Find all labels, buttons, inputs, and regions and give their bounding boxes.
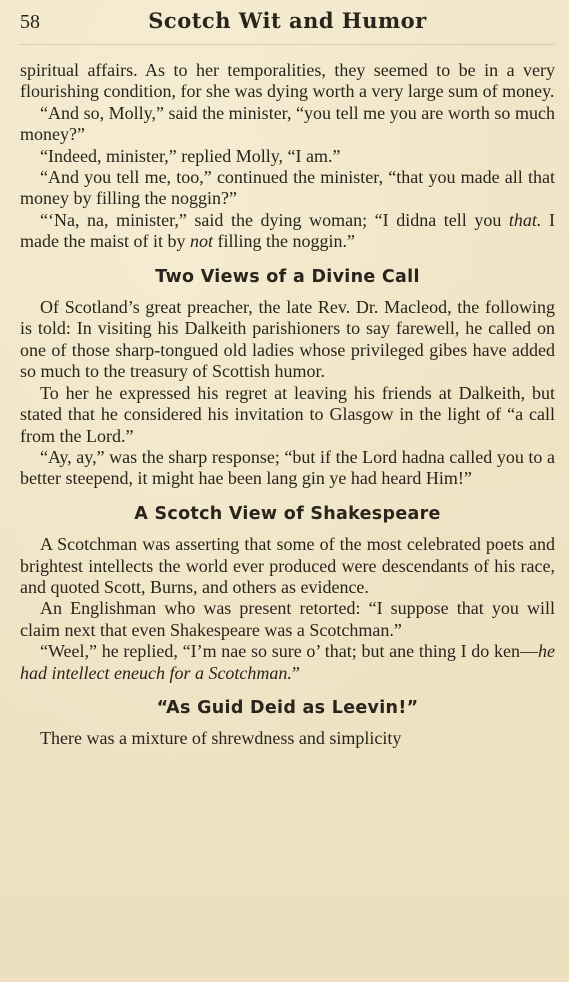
paragraph: There was a mixture of shrewdness and simplicity — [40, 728, 402, 749]
page-number: 58 — [20, 11, 40, 33]
emphasis-intellect: he had intellect eneuch for a Scotchman. — [20, 641, 555, 683]
paragraph: spiritual affairs. As to her temporalities, they seemed to be in a very flourishing condition, for she was dying worth a very large sum of money. — [20, 60, 555, 102]
paragraph: “Indeed, minister,” replied Molly, “I am.” — [40, 145, 341, 166]
running-head — [20, 8, 555, 45]
paragraph-weel-reply — [20, 641, 555, 684]
emphasis-not: not — [189, 231, 213, 252]
paragraph: A Scotchman was asserting that some of the most celebrated poets and brightest intellects the world ever produced were descendants of his race, and quoted Scott, Burns, and others as evidence. — [20, 534, 555, 597]
text-run: filling the noggin.” — [212, 231, 355, 252]
section-heading-shakespeare: A Scotch View of Shakespeare — [134, 503, 441, 524]
paragraph: “Ay, ay,” was the sharp response; “but if the Lord hadna called you to a better steepend, it might hae been lang gin ye had heard Him!” — [20, 446, 555, 489]
paragraph: An Englishman who was present retorted: “I suppose that you will claim next that even Shakespeare was a Scotchman.” — [20, 598, 555, 640]
text-run: “‘Na, na, minister,” said the dying woman; “I didna tell you — [40, 209, 509, 230]
section-heading-divine-call: Two Views of a Divine Call — [155, 266, 420, 287]
paragraph: “And you tell me, too,” continued the minister, “that you made all that money by filling the noggin?” — [20, 167, 555, 209]
paragraph: Of Scotland’s great preacher, the late Rev. Dr. Macleod, the following is told: In visiting his Dalkeith parishioners to say farewell, he called on one of those sharp-tongued old ladies whose privileged gibes have added so much to the treasury of Scottish humor. — [20, 297, 555, 382]
text-run: ” — [291, 662, 300, 683]
paragraph-molly-reply — [20, 210, 555, 253]
running-title: Scotch Wit and Humor — [148, 8, 427, 33]
emphasis-that: that. — [508, 209, 542, 230]
text-run: I made the maist of it by — [20, 209, 555, 252]
paragraph: “And so, Molly,” said the minister, “you tell me you are worth so much money?” — [20, 102, 555, 145]
page-body — [20, 60, 555, 750]
paragraph: To her he expressed his regret at leaving his friends at Dalkeith, but stated that he considered his invitation to Glasgow in the light of “a call from the Lord.” — [20, 382, 555, 446]
section-heading-guid-deid: “As Guid Deid as Leevin!” — [156, 697, 419, 718]
text-run: “Weel,” he replied, “I’m nae so sure o’ that; but ane thing I do ken— — [40, 641, 538, 662]
